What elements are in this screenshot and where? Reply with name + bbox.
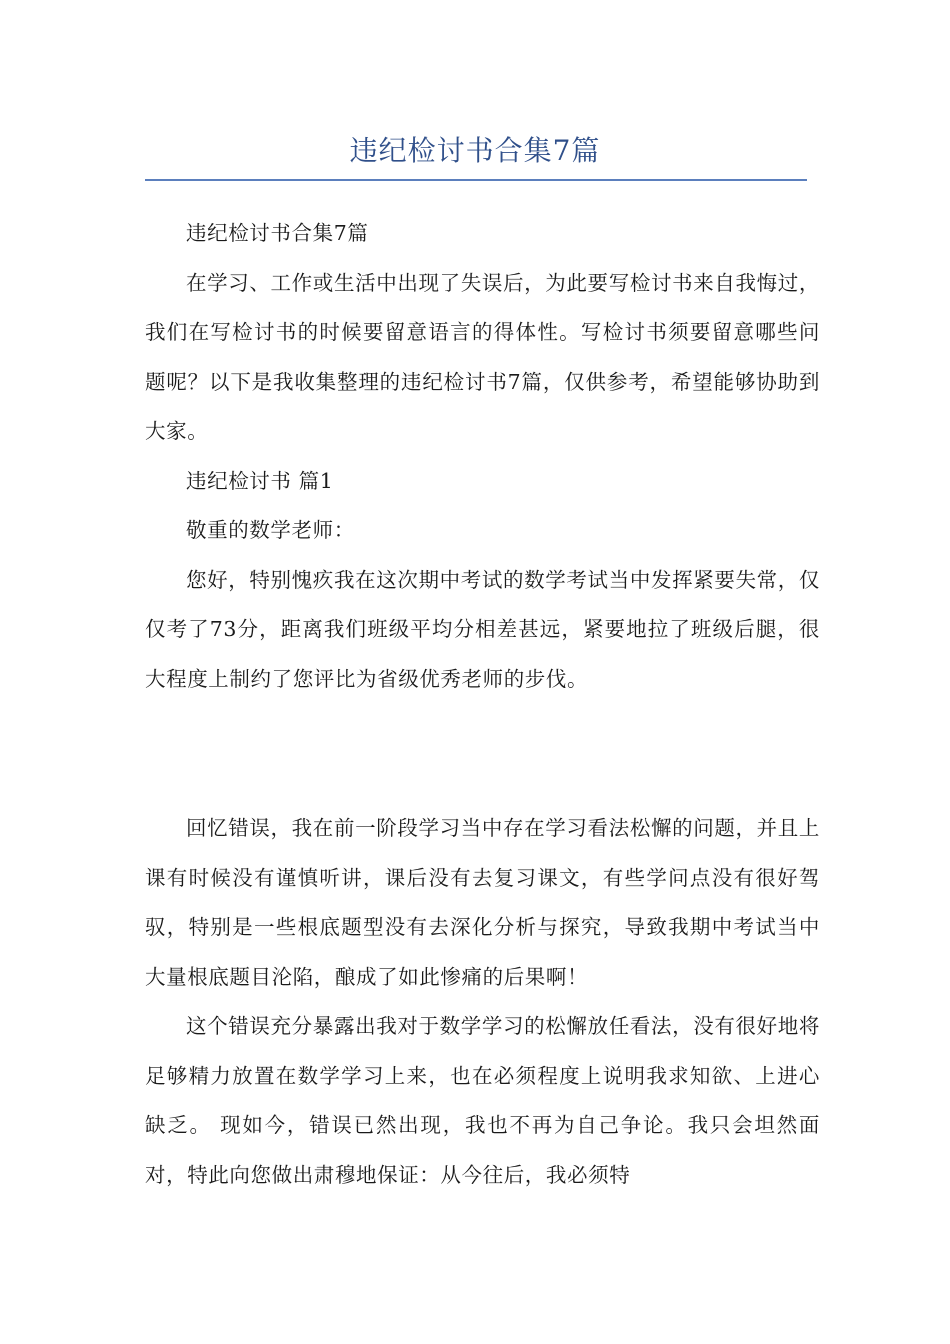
body-block-2 [145,804,820,1200]
paragraph-body-3: 这个错误充分暴露出我对于数学学习的松懈放任看法，没有很好地将足够精力放置在数学学习上来，也在必须程度上说明我求知欲、上进心缺乏。 现如今，错误已然出现，我也不再为自己争论。我只会坦然面对，特此向您做出肃穆地保证：从今往后，我必须特 [145,1014,820,1187]
page-title: 违纪检讨书合集7篇 [349,134,601,167]
paragraph-body-2: 回忆错误，我在前一阶段学习当中存在学习看法松懈的问题，并且上课有时候没有谨慎听讲，课后没有去复习课文，有些学问点没有很好驾驭，特别是一些根底题型没有去深化分析与探究，导致我期中考试当中大量根底题目沦陷，酿成了如此惨痛的后果啊！ [145,816,820,989]
paragraph-intro: 在学习、工作或生活中出现了失误后，为此要写检讨书来自我悔过，我们在写检讨书的时候要留意语言的得体性。写检讨书须要留意哪些问题呢？以下是我收集整理的违纪检讨书7篇，仅供参考，希望能够协助到大家。 [145,270,820,443]
paragraph-subtitle: 违纪检讨书合集7篇 [186,221,369,245]
paragraph-salutation: 敬重的数学老师： [186,518,355,542]
title-divider [145,179,807,181]
paragraph-section-heading: 违纪检讨书 篇1 [186,468,334,493]
body-block-1 [145,209,820,704]
paragraph-body-1: 您好，特别愧疚我在这次期中考试的数学考试当中发挥紧要失常，仅仅考了73分，距离我们班级平均分相差甚远，紧要地拉了班级后腿，很大程度上制约了您评比为省级优秀老师的步伐。 [145,567,820,691]
